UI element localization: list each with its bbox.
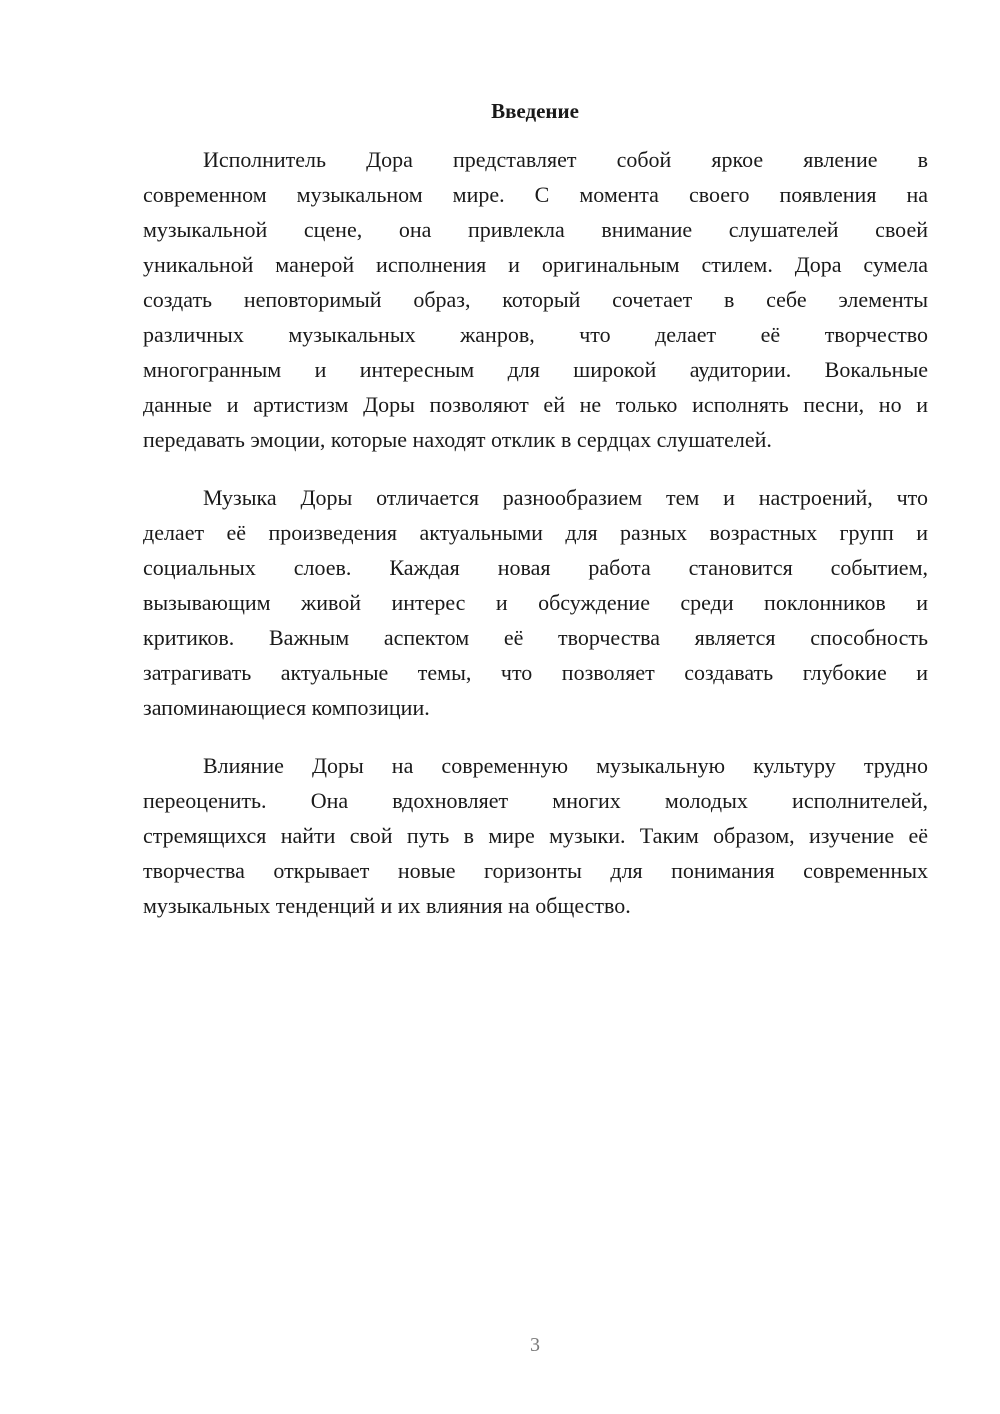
page-number: 3	[530, 1334, 540, 1356]
text-line: затрагивать актуальные темы, что позволяет создавать глубокие и	[143, 660, 928, 685]
text-line: данные и артистизм Доры позволяют ей не только исполнять песни, но и	[143, 392, 928, 417]
text-line: различных музыкальных жанров, что делает её творчество	[143, 322, 928, 347]
text-line: вызывающим живой интерес и обсуждение среди поклонников и	[143, 590, 928, 615]
text-line: многогранным и интересным для широкой аудитории. Вокальные	[143, 357, 928, 382]
text-line: музыкальных тенденций и их влияния на общество.	[143, 893, 631, 918]
paragraph-1	[143, 142, 928, 457]
paragraph-2	[143, 480, 928, 725]
text-line: творчества открывает новые горизонты для понимания современных	[143, 858, 928, 883]
text-line: критиков. Важным аспектом её творчества является способность	[143, 625, 928, 650]
text-line: стремящихся найти свой путь в мире музыки. Таким образом, изучение её	[143, 823, 928, 848]
section-heading: Введение	[491, 99, 579, 123]
text-line: Влияние Доры на современную музыкальную культуру трудно	[203, 753, 928, 778]
text-line: Музыка Доры отличается разнообразием тем и настроений, что	[203, 485, 928, 510]
text-line: делает её произведения актуальными для разных возрастных групп и	[143, 520, 928, 545]
text-line: запоминающиеся композиции.	[143, 695, 430, 720]
text-line: музыкальной сцене, она привлекла внимание слушателей своей	[143, 217, 928, 242]
text-line: социальных слоев. Каждая новая работа становится событием,	[143, 555, 928, 580]
text-line: современном музыкальном мире. С момента своего появления на	[143, 182, 928, 207]
text-line: Исполнитель Дора представляет собой яркое явление в	[203, 147, 928, 172]
text-line: создать неповторимый образ, который сочетает в себе элементы	[143, 287, 928, 312]
text-line: передавать эмоции, которые находят отклик в сердцах слушателей.	[143, 427, 772, 452]
text-line: уникальной манерой исполнения и оригинальным стилем. Дора сумела	[143, 252, 928, 277]
paragraph-3	[143, 748, 928, 923]
text-line: переоценить. Она вдохновляет многих молодых исполнителей,	[143, 788, 928, 813]
